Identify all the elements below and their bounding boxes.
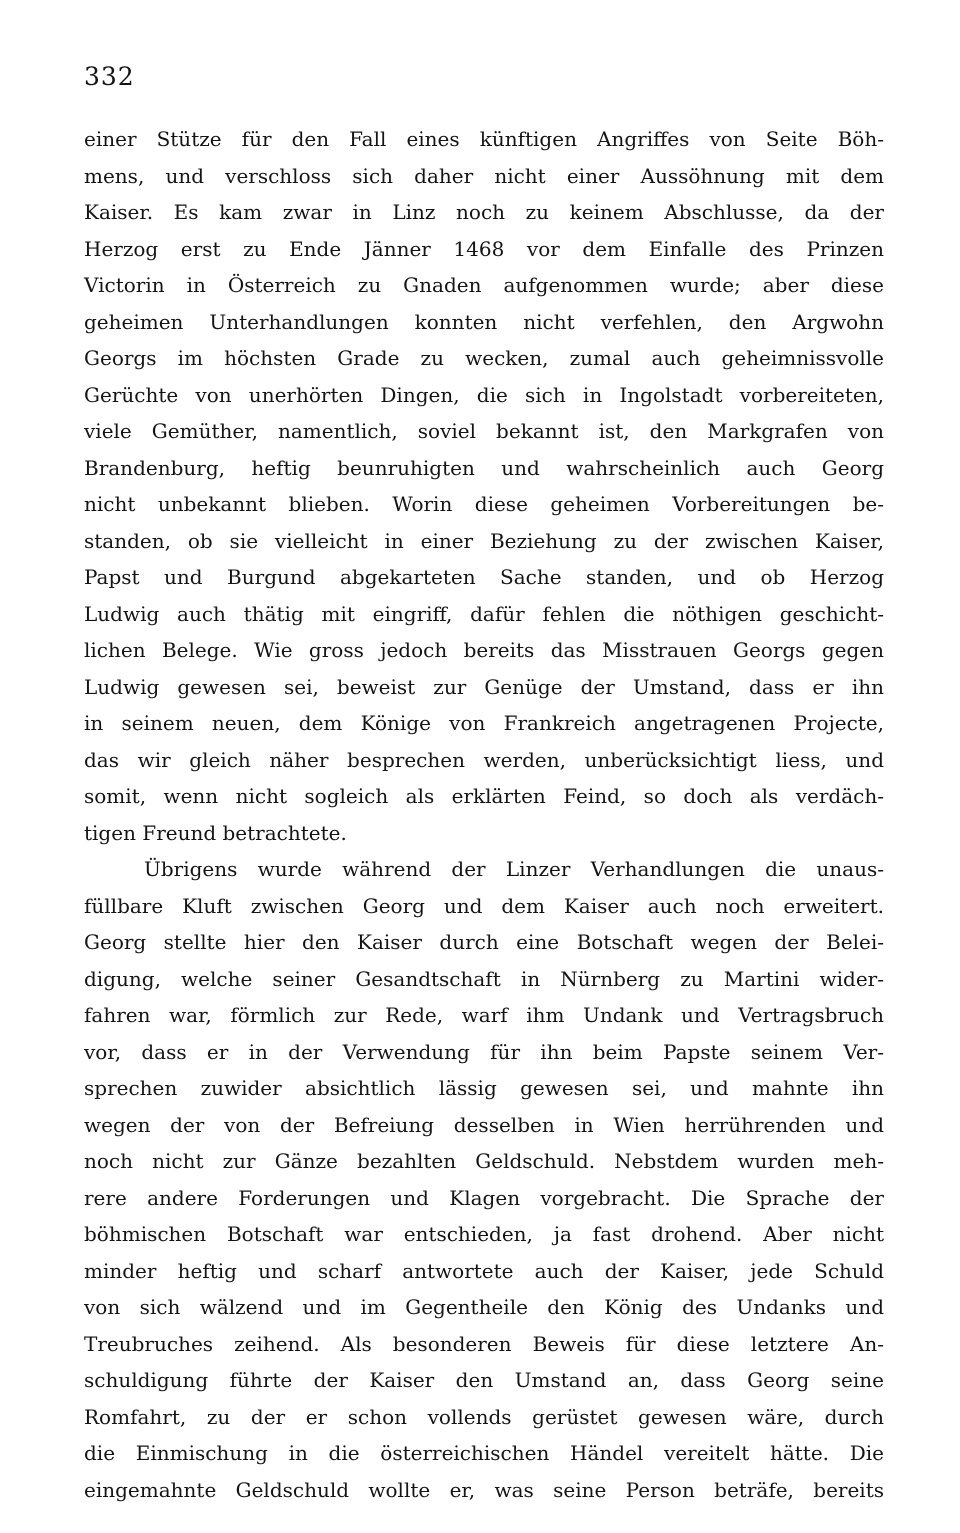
paragraph-end-line: tigen Freund betrachtete. [84, 820, 347, 845]
text-line: Herzog erst zu Ende Jänner 1468 vor dem Einfalle des Prinzen [84, 236, 884, 261]
text-line: Georg stellte hier den Kaiser durch eine Botschaft wegen der Belei- [84, 930, 884, 954]
text-line: von sich wälzend und im Gegentheile den König des Undanks und [84, 1295, 884, 1319]
text-line: Georgs im höchsten Grade zu wecken, zumal auch geheimnissvolle [84, 346, 884, 370]
text-line: geheimen Unterhandlungen konnten nicht verfehlen, den Argwohn [84, 309, 884, 334]
text-line: minder heftig und scharf antwortete auch der Kaiser, jede Schuld [84, 1258, 884, 1283]
text-line: Brandenburg, heftig beunruhigten und wahrscheinlich auch Georg [84, 455, 884, 480]
paragraph-start-line: Übrigens wurde während der Linzer Verhandlungen die unaus- [144, 857, 884, 881]
page-number: 332 [84, 62, 135, 91]
text-line: füllbare Kluft zwischen Georg und dem Kaiser auch noch erweitert. [84, 893, 884, 918]
text-line: eingemahnte Geldschuld wollte er, was seine Person beträfe, bereits [84, 1477, 884, 1502]
text-line: standen, ob sie vielleicht in einer Beziehung zu der zwischen Kaiser, [84, 528, 884, 553]
text-line: Treubruches zeihend. Als besonderen Beweis für diese letztere An- [84, 1331, 884, 1356]
text-line: böhmischen Botschaft war entschieden, ja fast drohend. Aber nicht [84, 1222, 884, 1246]
text-line: fahren war, förmlich zur Rede, warf ihm Undank und Vertragsbruch [84, 1003, 884, 1027]
text-line: das wir gleich näher besprechen werden, unberücksichtigt liess, und [84, 747, 884, 772]
text-line: in seinem neuen, dem Könige von Frankreich angetragenen Projecte, [84, 711, 884, 735]
text-line: lichen Belege. Wie gross jedoch bereits das Misstrauen Georgs gegen [84, 638, 884, 662]
text-line: nicht unbekannt blieben. Worin diese geheimen Vorbereitungen be- [84, 492, 884, 516]
text-line: Kaiser. Es kam zwar in Linz noch zu keinem Abschlusse, da der [84, 200, 884, 224]
text-line: Ludwig gewesen sei, beweist zur Genüge der Umstand, dass er ihn [84, 674, 884, 699]
text-line: mens, und verschloss sich daher nicht einer Aussöhnung mit dem [84, 163, 884, 188]
text-line: sprechen zuwider absichtlich lässig gewesen sei, und mahnte ihn [84, 1076, 884, 1100]
text-line: digung, welche seiner Gesandtschaft in Nürnberg zu Martini wider- [84, 966, 884, 991]
text-line: Romfahrt, zu der er schon vollends gerüstet gewesen wäre, durch [84, 1404, 884, 1429]
text-line: einer Stütze für den Fall eines künftigen Angriffes von Seite Böh- [84, 127, 884, 151]
text-line: die Einmischung in die österreichischen Händel vereitelt hätte. Die [84, 1441, 884, 1465]
text-line: Victorin in Österreich zu Gnaden aufgenommen wurde; aber diese [84, 273, 884, 297]
body-text [84, 121, 884, 1508]
text-line: Ludwig auch thätig mit eingriff, dafür fehlen die nöthigen geschicht- [84, 601, 884, 626]
text-line: somit, wenn nicht sogleich als erklärten Feind, so doch als verdäch- [84, 784, 884, 808]
text-line: Papst und Burgund abgekarteten Sache standen, und ob Herzog [84, 565, 884, 589]
text-line: vor, dass er in der Verwendung für ihn beim Papste seinem Ver- [84, 1039, 884, 1064]
text-line: Gerüchte von unerhörten Dingen, die sich in Ingolstadt vorbereiteten, [84, 382, 884, 407]
text-line: rere andere Forderungen und Klagen vorgebracht. Die Sprache der [84, 1185, 884, 1210]
text-line: noch nicht zur Gänze bezahlten Geldschuld. Nebstdem wurden meh- [84, 1149, 884, 1173]
text-line: schuldigung führte der Kaiser den Umstand an, dass Georg seine [84, 1368, 884, 1392]
text-line: viele Gemüther, namentlich, soviel bekannt ist, den Markgrafen von [84, 419, 884, 443]
text-line: wegen der von der Befreiung desselben in Wien herrührenden und [84, 1112, 884, 1137]
